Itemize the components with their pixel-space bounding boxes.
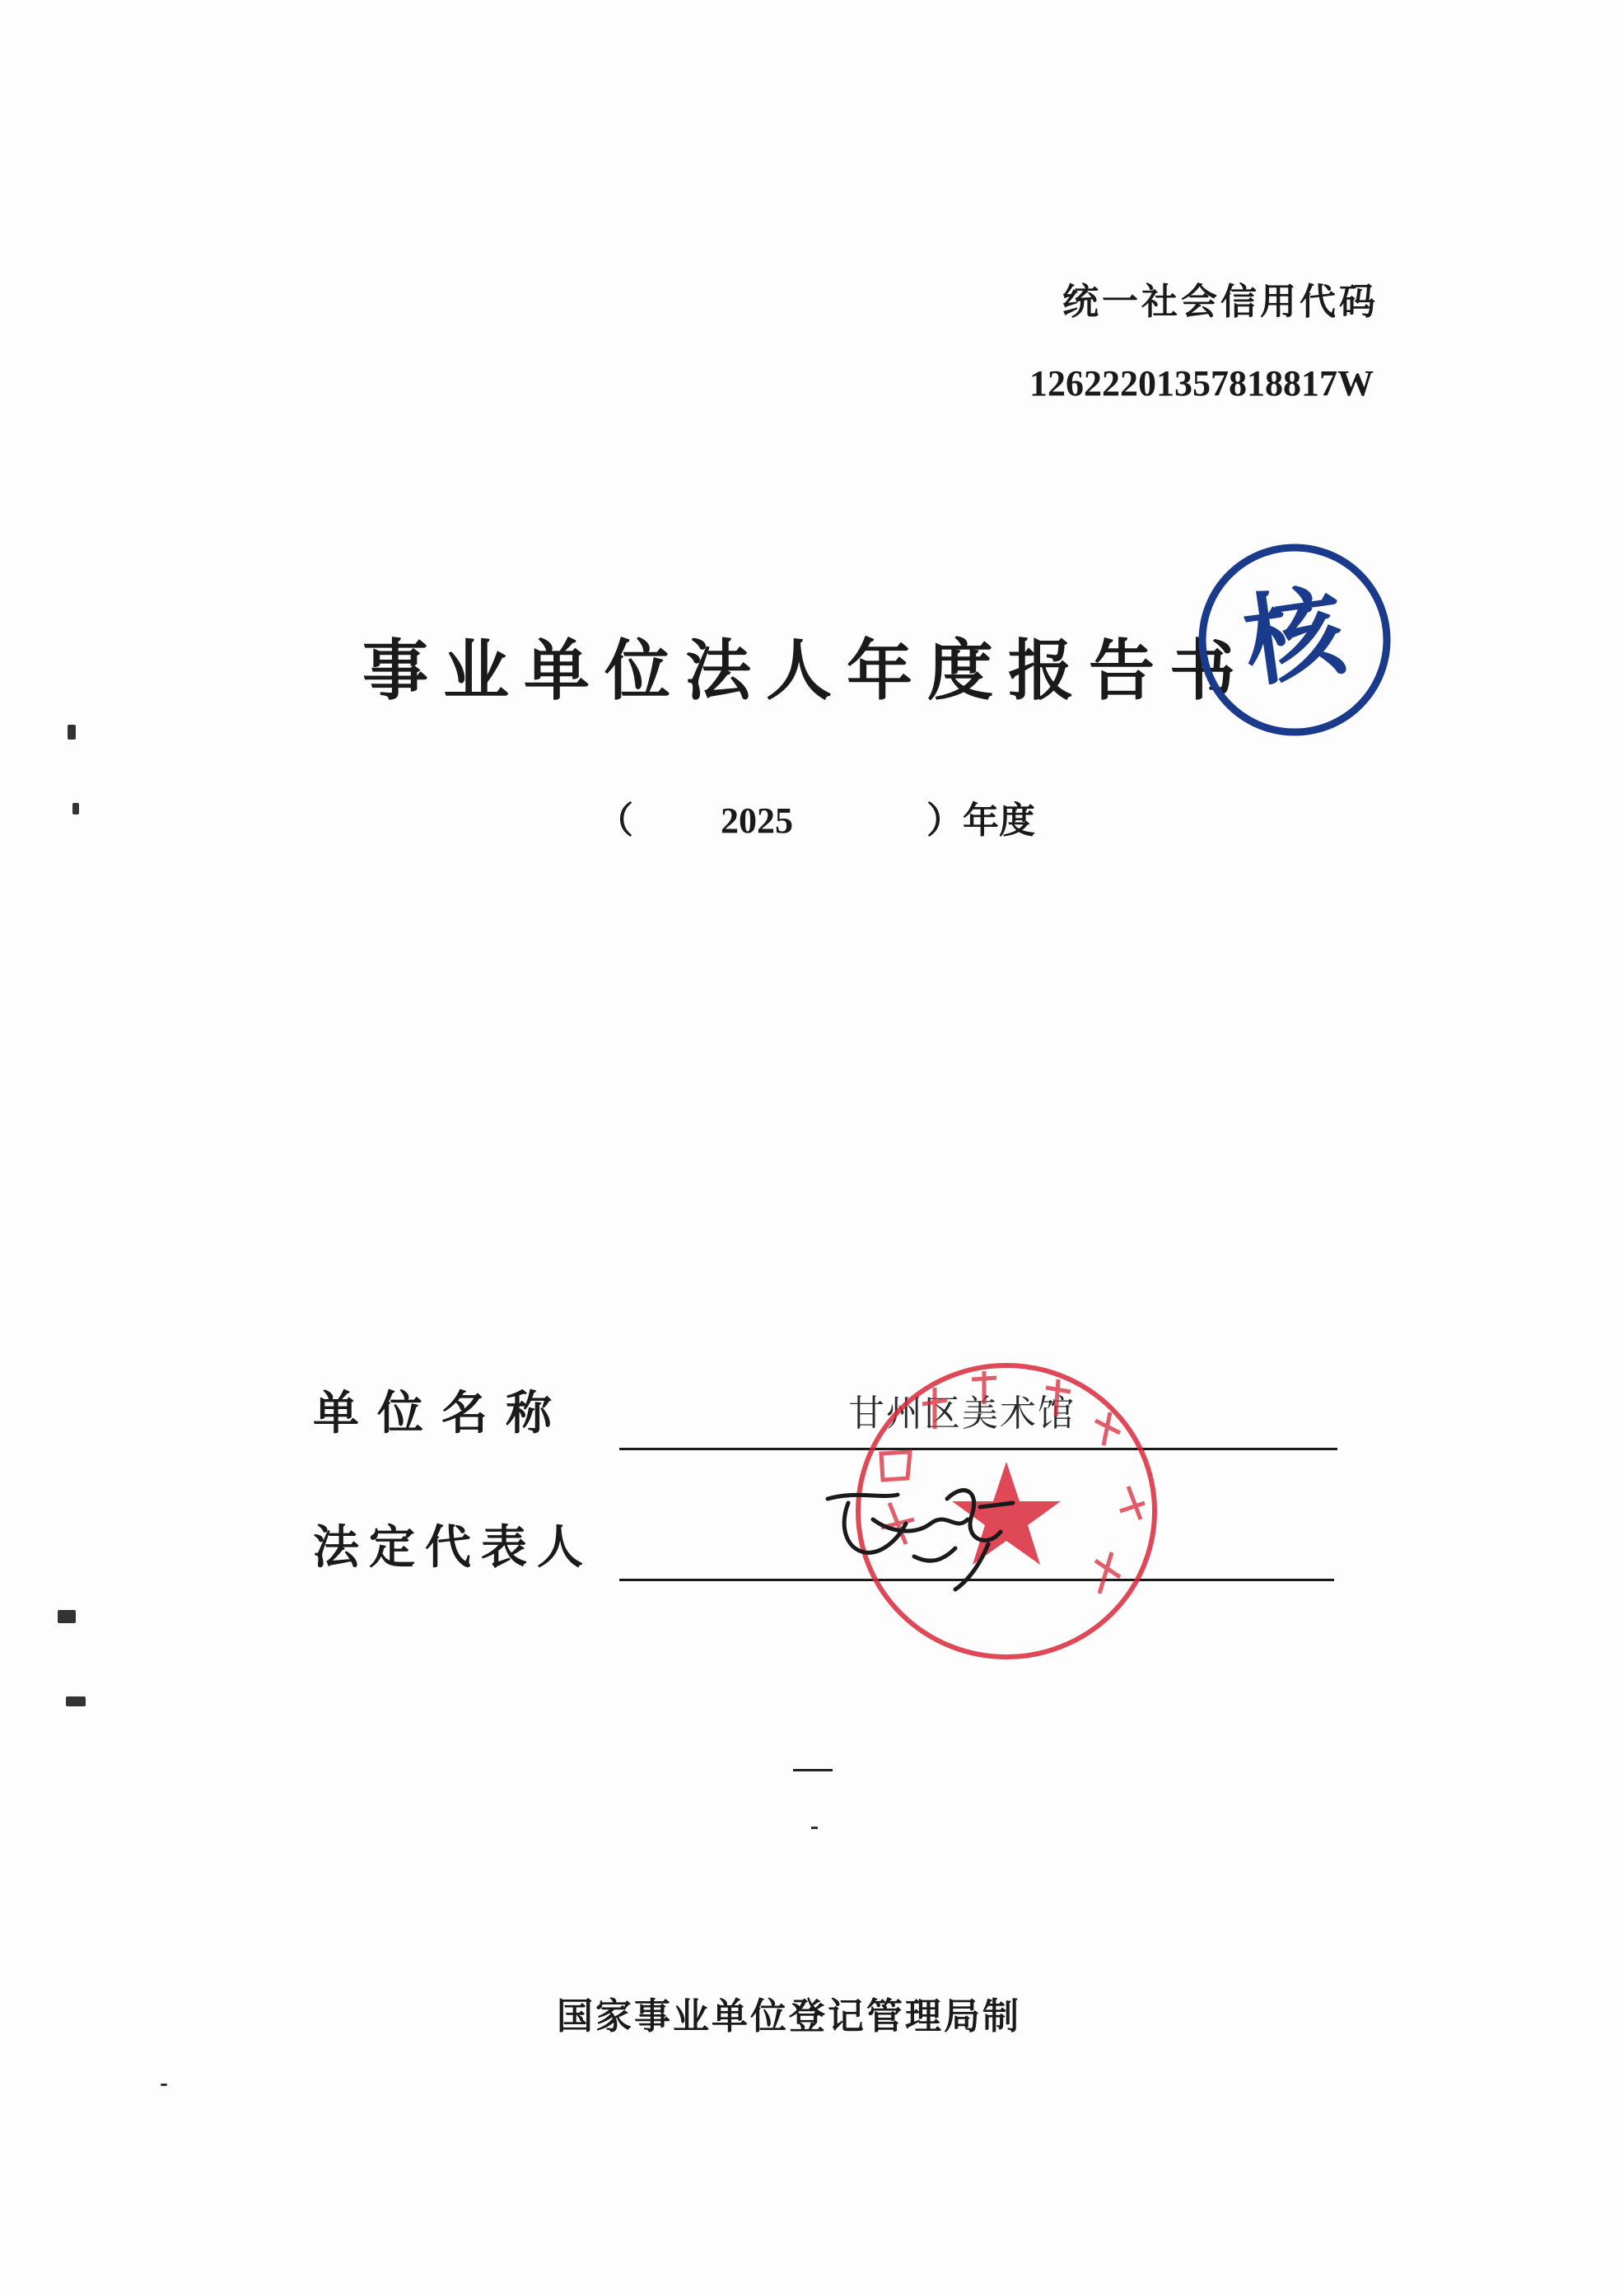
scan-speck bbox=[66, 1696, 86, 1706]
legal-rep-signature bbox=[824, 1474, 1054, 1598]
divider-dash bbox=[793, 1769, 833, 1771]
unit-name-label: 单位名称 bbox=[313, 1387, 570, 1440]
credit-code-label: 统一社会信用代码 bbox=[1062, 281, 1379, 323]
unit-name-value: 甘州区美术馆 bbox=[848, 1393, 1076, 1435]
report-year: 2025 bbox=[721, 800, 793, 841]
legal-rep-label: 法定代表人 bbox=[313, 1521, 593, 1575]
credit-code-value: 12622201357818817W bbox=[1029, 363, 1374, 404]
review-stamp bbox=[1194, 539, 1396, 741]
scan-speck bbox=[58, 1610, 76, 1623]
document-title: 事业单位法人年度报告书 bbox=[362, 632, 1250, 709]
year-suffix: ）年度 bbox=[926, 800, 1035, 842]
year-open-paren: （ bbox=[597, 800, 633, 842]
report-year-line bbox=[597, 791, 1035, 843]
issuing-authority-footer: 国家事业单位登记管理局制 bbox=[557, 1995, 1021, 2037]
review-stamp-glyph: 核 bbox=[1237, 574, 1351, 702]
scan-speck bbox=[68, 725, 76, 740]
scan-speck bbox=[161, 2084, 167, 2086]
divider-dot bbox=[811, 1827, 818, 1829]
scan-speck bbox=[72, 803, 79, 814]
